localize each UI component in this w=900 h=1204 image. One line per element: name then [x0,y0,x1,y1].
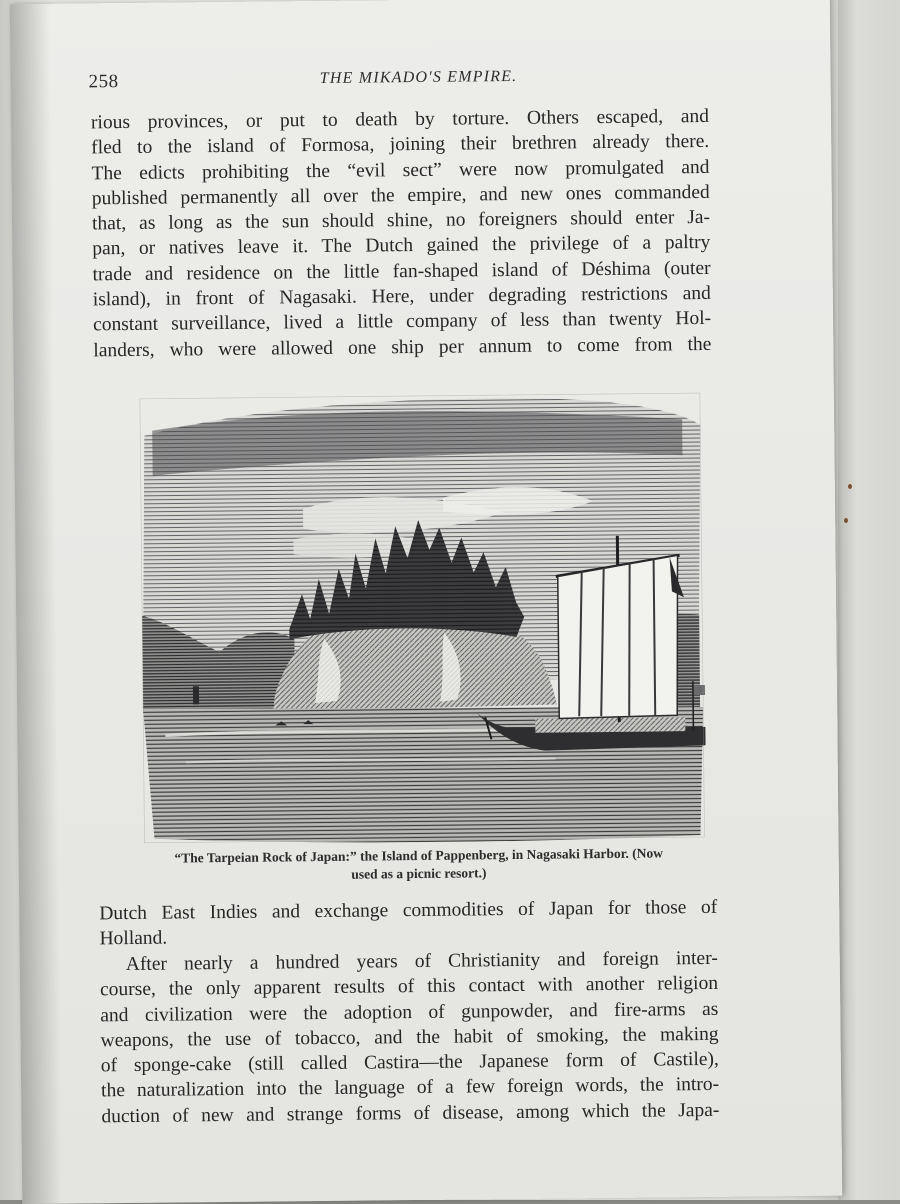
page-number: 258 [88,71,119,93]
text-line: trade and residence on the little fan-shaped island of Déshima (outer [92,257,711,286]
text-line: constant surveillance, lived a little company of less than twenty Hol- [92,308,712,336]
text-line: fled to the island of Formosa, joining their brethren already there. [91,131,710,159]
caption-line: “The Tarpeian Rock of Japan:” the Island of Pappenberg, in Nagasaki Harbor. (Now [174,845,664,866]
text-line: pan, or natives leave it. The Dutch gained the privilege of a paltry [92,232,711,260]
text-line: weapons, the use of tobacco, and the habit of smoking, the making [100,1023,719,1052]
caption-line: used as a picnic resort.) [351,865,487,882]
text-line: course, the only apparent results of this contact with another religion [99,973,719,1001]
figure-caption [103,844,735,887]
text-line: that, as long as the sun should shine, no foreigners should enter Ja- [91,207,711,235]
text-line: duction of new and strange forms of disease, among which the Japa- [101,1099,720,1128]
text-line: Dutch East Indies and exchange commodities of Japan for those of [99,896,718,925]
running-head [88,65,728,98]
text-line: After nearly a hundred years of Christianity and foreign inter- [125,947,718,976]
text-line: the naturalization into the language of a few foreign words, the intro- [101,1074,720,1102]
paragraph-2 [99,895,717,952]
paragraph-1 [91,104,712,363]
distant-boat [193,686,199,704]
text-line: published permanently all over the empire, and new ones commanded [91,181,710,210]
text-line: of sponge-cake (still called Castira—the Japanese form of Castile), [100,1049,719,1077]
text-line: island), in front of Nagasaki. Here, under degrading restrictions and [92,282,711,311]
text-line: Holland. [99,927,168,950]
paragraph-3 [100,946,720,1130]
book-page [10,0,843,1204]
engraving-illustration [122,385,707,847]
text-line: rious provinces, or put to death by torture. Others escaped, and [90,105,710,134]
text-line: The edicts prohibiting the “evil sect” were now promulgated and [91,156,710,184]
paper-fleck [844,518,848,523]
running-title: THE MIKADO'S EMPIRE. [319,67,518,87]
text-line: landers, who were allowed one ship per annum to come from the [93,333,712,362]
paper-fleck [848,484,852,489]
harbor-engraving [122,385,707,847]
facing-page-edge [838,0,900,1200]
text-line: and civilization were the adoption of gunpowder, and fire-arms as [100,998,719,1026]
